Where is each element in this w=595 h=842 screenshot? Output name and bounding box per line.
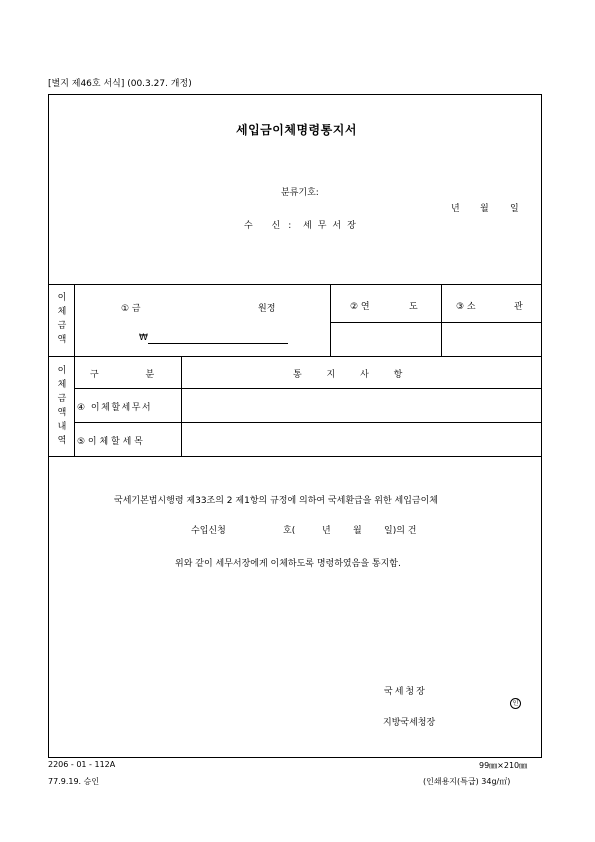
recipient-label: 수 신: — [244, 221, 300, 231]
amount-label: ① 금 — [121, 304, 141, 314]
body-line-2-prefix: 수입신청 — [191, 526, 226, 536]
classification-label: 분류기호: — [281, 188, 319, 198]
detail-section-top — [48, 356, 542, 357]
detail-row-1 — [74, 388, 542, 389]
body-line-2-no: 호( — [283, 526, 296, 536]
amount-section-top — [48, 284, 542, 285]
year-divider — [330, 284, 331, 356]
body-line-2-month: 월 — [353, 526, 362, 536]
detail-col-divider — [181, 356, 182, 456]
footer-form-code: 2206 - 01 - 112A — [48, 760, 116, 769]
seal-mark: 인 — [510, 698, 521, 709]
year-suffix: 도 — [409, 302, 418, 312]
regional-commissioner-title: 지방국세청장 — [383, 718, 436, 728]
col-category: 구 분 — [90, 370, 155, 380]
body-line-1: 국세기본법시행령 제33조의 2 제1항의 규정에 의하여 국세환급을 위한 세입금이체 — [114, 496, 439, 506]
office-suffix: 관 — [514, 302, 523, 312]
body-line-2-day: 일)의 건 — [384, 526, 417, 536]
commissioner-title: 국세청장 — [384, 687, 427, 697]
amount-unit: 원정 — [258, 304, 276, 314]
body-line-2-year: 년 — [322, 526, 331, 536]
detail-section-bottom — [48, 456, 542, 457]
year-label: ② 연 — [350, 302, 370, 312]
date-day: 일 — [510, 204, 519, 214]
amount-side-label: 이 체 금 액 — [57, 293, 67, 345]
office-divider — [441, 284, 442, 356]
row-tax-office: ④ 이체할세무서 — [77, 403, 153, 413]
row-tax-item: ⑤ 이 체 할 세 목 — [77, 437, 143, 447]
date-month: 월 — [480, 204, 489, 214]
office-label: ③ 소 — [456, 302, 476, 312]
document-title: 세입금이체명령통지서 — [236, 123, 357, 137]
footer-paper-size: 99㎜×210㎜ — [479, 761, 528, 770]
amount-mid-line — [330, 322, 542, 323]
date-year: 년 — [451, 204, 460, 214]
footer-paper-spec: (인쇄용지(특급) 34g/㎡) — [423, 777, 511, 786]
currency-prefix: ₩ — [139, 333, 148, 343]
detail-row-2 — [74, 422, 542, 423]
col-notice: 통 지 사 항 — [293, 370, 403, 380]
amount-blank-line — [148, 343, 288, 344]
body-line-3: 위와 같이 세무서장에게 이체하도록 명령하였음을 통지함. — [175, 559, 401, 569]
side-label-divider — [74, 284, 75, 456]
recipient-value: 세무서장 — [303, 221, 362, 231]
form-header: [별지 제46호 서식] (00.3.27. 개정) — [48, 79, 192, 89]
footer-approval: 77.9.19. 승인 — [48, 777, 100, 786]
detail-side-label: 이 체 금 액 내 역 — [57, 366, 67, 446]
